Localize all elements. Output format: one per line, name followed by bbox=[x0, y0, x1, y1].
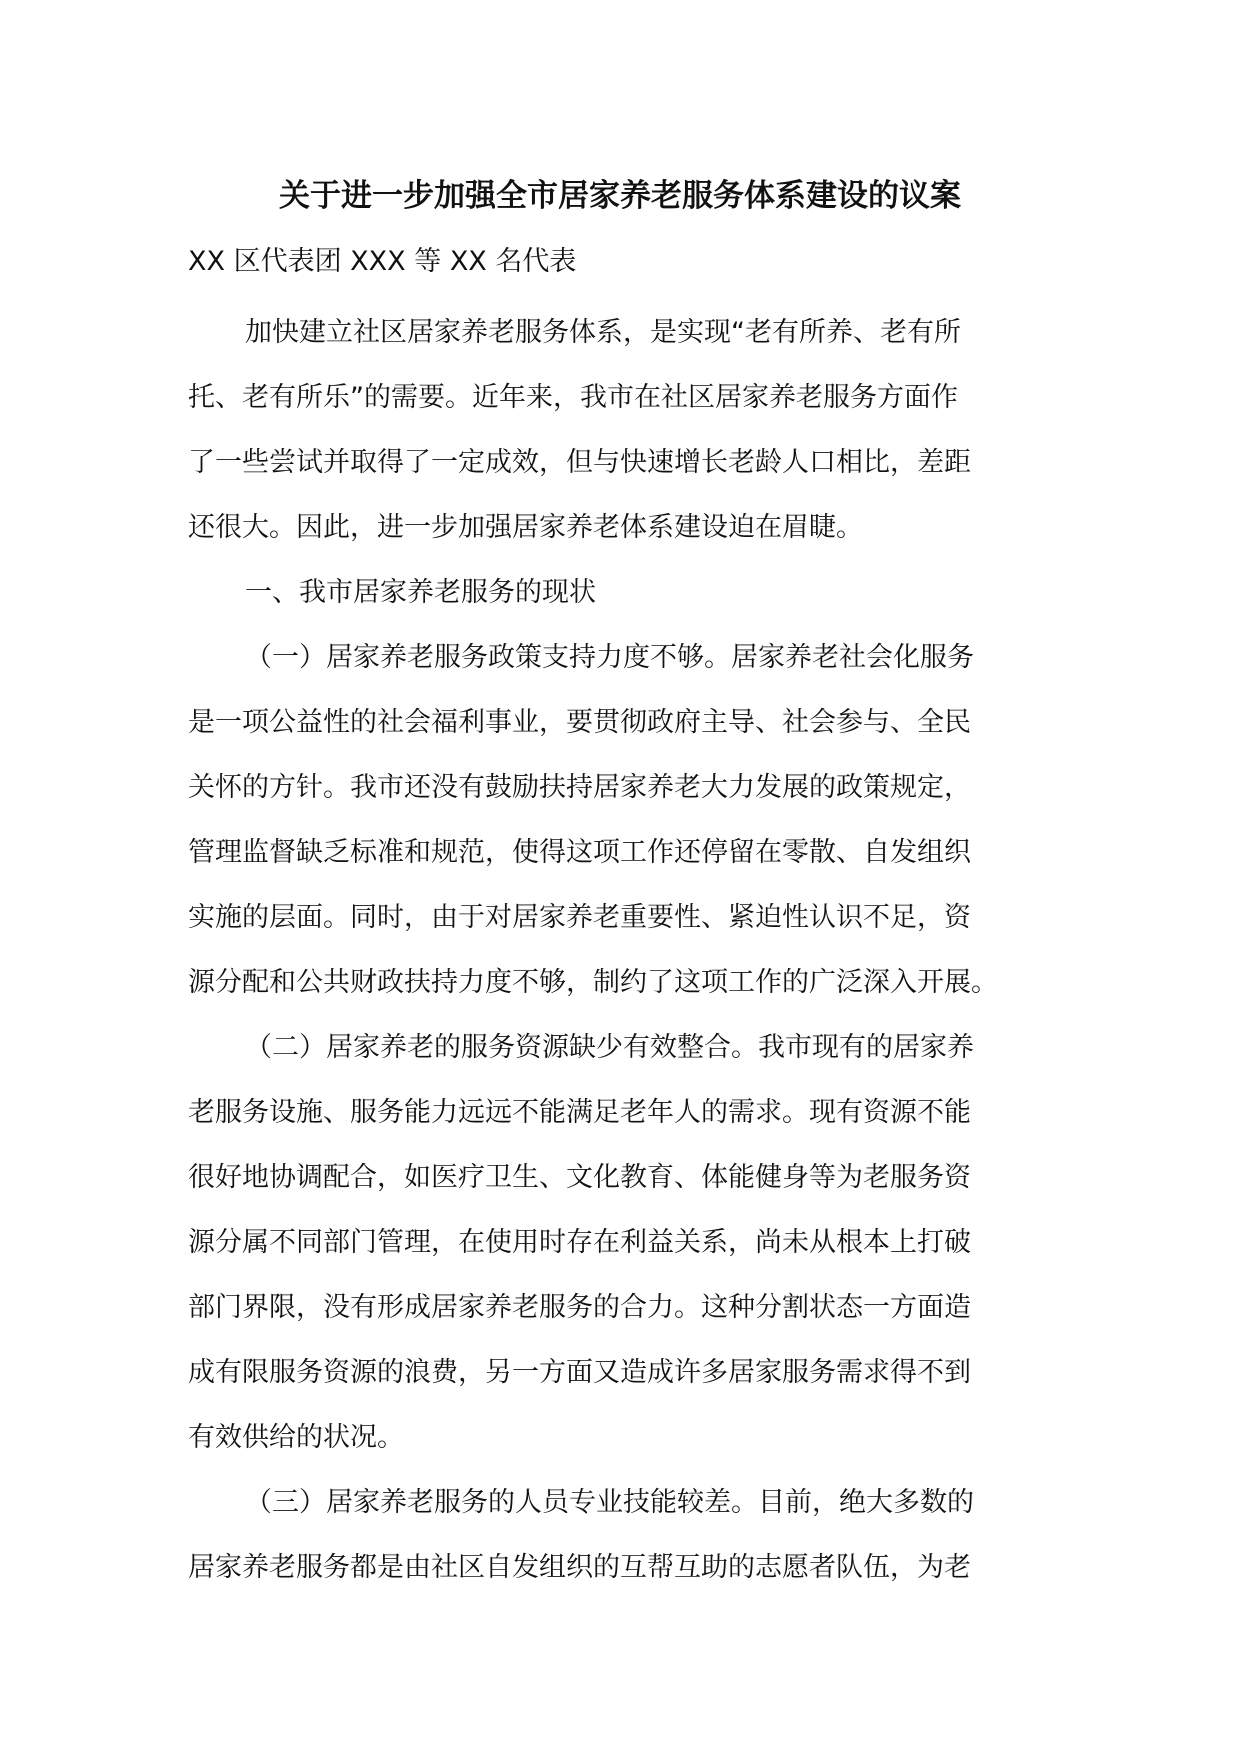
body-line: （一）居家养老服务政策支持力度不够。居家养老社会化服务 bbox=[245, 642, 974, 673]
body-line: 还很大。因此，进一步加强居家养老体系建设迫在眉睫。 bbox=[188, 512, 863, 543]
body-line: 了一些尝试并取得了一定成效，但与快速增长老龄人口相比，差距 bbox=[188, 447, 971, 478]
body-line: 有效供给的状况。 bbox=[188, 1422, 404, 1453]
document-title: 关于进一步加强全市居家养老服务体系建设的议案 bbox=[279, 178, 961, 214]
document-body bbox=[188, 309, 1058, 1609]
body-line: 老服务设施、服务能力远远不能满足老年人的需求。现有资源不能 bbox=[188, 1097, 971, 1128]
body-line: 托、老有所乐”的需要。近年来，我市在社区居家养老服务方面作 bbox=[188, 382, 958, 413]
body-line: 成有限服务资源的浪费，另一方面又造成许多居家服务需求得不到 bbox=[188, 1357, 971, 1388]
body-line: 是一项公益性的社会福利事业，要贯彻政府主导、社会参与、全民 bbox=[188, 707, 971, 738]
body-line: 源分配和公共财政扶持力度不够，制约了这项工作的广泛深入开展。 bbox=[188, 967, 998, 998]
body-line: 加快建立社区居家养老服务体系，是实现“老有所养、老有所 bbox=[245, 317, 961, 348]
body-line: 居家养老服务都是由社区自发组织的互帮互助的志愿者队伍，为老 bbox=[188, 1552, 971, 1583]
section-heading: 一、我市居家养老服务的现状 bbox=[245, 577, 596, 608]
body-line: 源分属不同部门管理，在使用时存在利益关系，尚未从根本上打破 bbox=[188, 1227, 971, 1258]
body-line: （二）居家养老的服务资源缺少有效整合。我市现有的居家养 bbox=[245, 1032, 974, 1063]
body-line: （三）居家养老服务的人员专业技能较差。目前，绝大多数的 bbox=[245, 1487, 974, 1518]
body-line: 管理监督缺乏标准和规范，使得这项工作还停留在零散、自发组织 bbox=[188, 837, 971, 868]
body-line: 很好地协调配合，如医疗卫生、文化教育、体能健身等为老服务资 bbox=[188, 1162, 971, 1193]
body-line: 关怀的方针。我市还没有鼓励扶持居家养老大力发展的政策规定， bbox=[188, 772, 971, 803]
body-line: 实施的层面。同时，由于对居家养老重要性、紧迫性认识不足，资 bbox=[188, 902, 971, 933]
body-line: 部门界限，没有形成居家养老服务的合力。这种分割状态一方面造 bbox=[188, 1292, 971, 1323]
author-line: XX 区代表团 XXX 等 XX 名代表 bbox=[188, 246, 577, 277]
